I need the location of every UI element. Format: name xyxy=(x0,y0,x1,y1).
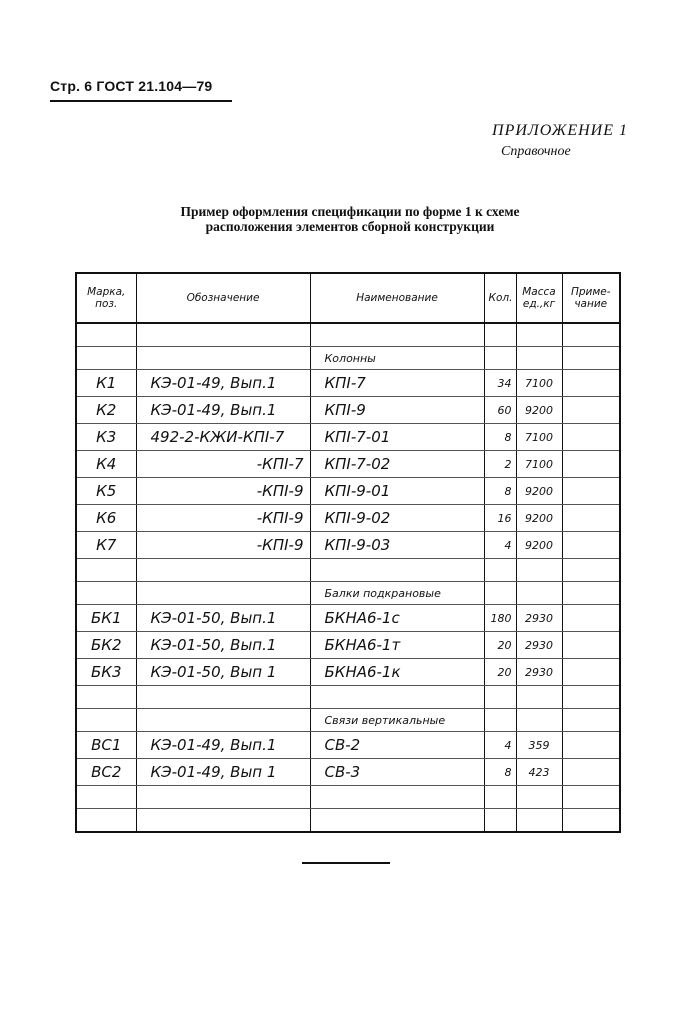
cell-mark: БК3 xyxy=(76,659,136,686)
cell-note xyxy=(562,532,620,559)
cell-designation: КЭ-01-49, Вып 1 xyxy=(136,759,310,786)
cell-qty: 60 xyxy=(484,397,516,424)
table-row xyxy=(76,397,620,424)
cell-mass xyxy=(516,323,562,347)
cell-mass xyxy=(516,582,562,605)
cell-name xyxy=(310,809,484,833)
cell-mark: БК2 xyxy=(76,632,136,659)
blank-row xyxy=(76,686,620,709)
cell-note xyxy=(562,659,620,686)
cell-designation xyxy=(136,709,310,732)
cell-mass: 9200 xyxy=(516,478,562,505)
table-row xyxy=(76,505,620,532)
cell-designation xyxy=(136,809,310,833)
blank-row xyxy=(76,786,620,809)
blank-row xyxy=(76,323,620,347)
cell-mark: К6 xyxy=(76,505,136,532)
cell-mass xyxy=(516,347,562,370)
cell-mass: 7100 xyxy=(516,370,562,397)
cell-qty: 20 xyxy=(484,632,516,659)
cell-note xyxy=(562,709,620,732)
cell-designation xyxy=(136,347,310,370)
group-row xyxy=(76,709,620,732)
cell-mass: 2930 xyxy=(516,632,562,659)
cell-note xyxy=(562,686,620,709)
cell-qty: 8 xyxy=(484,759,516,786)
cell-name: КПI-9-01 xyxy=(310,478,484,505)
cell-designation: -КПI-9 xyxy=(136,532,310,559)
cell-mark xyxy=(76,323,136,347)
cell-mass: 2930 xyxy=(516,659,562,686)
cell-name: КПI-7-02 xyxy=(310,451,484,478)
cell-note xyxy=(562,759,620,786)
table-row xyxy=(76,759,620,786)
table-row xyxy=(76,732,620,759)
cell-qty xyxy=(484,347,516,370)
cell-mass: 7100 xyxy=(516,451,562,478)
table-row xyxy=(76,659,620,686)
cell-qty: 34 xyxy=(484,370,516,397)
cell-name: СВ-2 xyxy=(310,732,484,759)
cell-designation: КЭ-01-49, Вып.1 xyxy=(136,397,310,424)
cell-name: БКНА6-1с xyxy=(310,605,484,632)
cell-name: БКНА6-1к xyxy=(310,659,484,686)
cell-mark: К1 xyxy=(76,370,136,397)
table-row xyxy=(76,370,620,397)
cell-note xyxy=(562,786,620,809)
cell-designation: КЭ-01-50, Вып 1 xyxy=(136,659,310,686)
cell-mark xyxy=(76,582,136,605)
table-row xyxy=(76,478,620,505)
cell-note xyxy=(562,505,620,532)
table-header-row xyxy=(76,273,620,323)
cell-note xyxy=(562,370,620,397)
cell-qty: 20 xyxy=(484,659,516,686)
blank-row xyxy=(76,809,620,833)
cell-designation xyxy=(136,323,310,347)
group-row xyxy=(76,582,620,605)
cell-note xyxy=(562,424,620,451)
table-row xyxy=(76,532,620,559)
cell-mass xyxy=(516,559,562,582)
cell-mark: БК1 xyxy=(76,605,136,632)
cell-qty xyxy=(484,686,516,709)
cell-qty xyxy=(484,323,516,347)
cell-qty xyxy=(484,582,516,605)
specification-table xyxy=(75,272,621,833)
cell-mass xyxy=(516,786,562,809)
cell-mass: 423 xyxy=(516,759,562,786)
cell-designation: -КПI-9 xyxy=(136,478,310,505)
cell-designation: КЭ-01-49, Вып.1 xyxy=(136,732,310,759)
cell-name: КПI-9-03 xyxy=(310,532,484,559)
blank-row xyxy=(76,559,620,582)
header-rule xyxy=(50,100,232,102)
cell-note xyxy=(562,559,620,582)
cell-note xyxy=(562,582,620,605)
cell-mark: К2 xyxy=(76,397,136,424)
table-row xyxy=(76,632,620,659)
cell-qty: 8 xyxy=(484,424,516,451)
cell-qty: 16 xyxy=(484,505,516,532)
appendix-title: ПРИЛОЖЕНИЕ 1 xyxy=(492,122,628,139)
cell-mark: К7 xyxy=(76,532,136,559)
cell-note xyxy=(562,809,620,833)
cell-name: КПI-9-02 xyxy=(310,505,484,532)
cell-qty xyxy=(484,559,516,582)
table-body xyxy=(76,323,620,832)
cell-qty: 8 xyxy=(484,478,516,505)
cell-designation: КЭ-01-50, Вып.1 xyxy=(136,605,310,632)
cell-mass xyxy=(516,686,562,709)
cell-qty xyxy=(484,709,516,732)
cell-mass: 2930 xyxy=(516,605,562,632)
cell-note xyxy=(562,632,620,659)
document-title-line2: расположения элементов сборной конструкции xyxy=(205,219,495,234)
cell-note xyxy=(562,397,620,424)
cell-designation xyxy=(136,582,310,605)
cell-mass xyxy=(516,809,562,833)
footer-rule xyxy=(302,862,390,864)
cell-mark xyxy=(76,347,136,370)
cell-mark: К3 xyxy=(76,424,136,451)
cell-qty xyxy=(484,786,516,809)
cell-name: Балки подкрановые xyxy=(310,582,484,605)
cell-designation xyxy=(136,559,310,582)
cell-qty xyxy=(484,809,516,833)
cell-mark: ВС1 xyxy=(76,732,136,759)
document-title xyxy=(0,204,700,234)
cell-designation xyxy=(136,686,310,709)
header-designation: Обозначение xyxy=(136,273,310,323)
cell-designation xyxy=(136,786,310,809)
cell-note xyxy=(562,732,620,759)
cell-name: БКНА6-1т xyxy=(310,632,484,659)
table-row xyxy=(76,424,620,451)
cell-name: КПI-7 xyxy=(310,370,484,397)
cell-mark xyxy=(76,786,136,809)
cell-qty: 4 xyxy=(484,732,516,759)
header-qty: Кол. xyxy=(484,273,516,323)
cell-mark: К5 xyxy=(76,478,136,505)
header-name: Наименование xyxy=(310,273,484,323)
cell-qty: 2 xyxy=(484,451,516,478)
cell-name: Колонны xyxy=(310,347,484,370)
cell-note xyxy=(562,478,620,505)
header-mass: Масса ед.,кг xyxy=(516,273,562,323)
cell-mark: К4 xyxy=(76,451,136,478)
cell-mass: 9200 xyxy=(516,397,562,424)
table-row xyxy=(76,605,620,632)
header-note: Приме- чание xyxy=(562,273,620,323)
cell-mark xyxy=(76,686,136,709)
cell-name: КПI-9 xyxy=(310,397,484,424)
cell-qty: 180 xyxy=(484,605,516,632)
cell-designation: -КПI-7 xyxy=(136,451,310,478)
cell-mass: 359 xyxy=(516,732,562,759)
cell-mark xyxy=(76,809,136,833)
cell-mass: 9200 xyxy=(516,532,562,559)
group-row xyxy=(76,347,620,370)
cell-name: Связи вертикальные xyxy=(310,709,484,732)
table-row xyxy=(76,451,620,478)
cell-mass: 9200 xyxy=(516,505,562,532)
cell-mark: ВС2 xyxy=(76,759,136,786)
cell-name: КПI-7-01 xyxy=(310,424,484,451)
cell-designation: КЭ-01-50, Вып.1 xyxy=(136,632,310,659)
cell-name xyxy=(310,786,484,809)
appendix-subtitle: Справочное xyxy=(501,144,571,159)
cell-mass xyxy=(516,709,562,732)
cell-note xyxy=(562,323,620,347)
cell-note xyxy=(562,605,620,632)
cell-mark xyxy=(76,709,136,732)
cell-qty: 4 xyxy=(484,532,516,559)
cell-note xyxy=(562,451,620,478)
document-title-line1: Пример оформления спецификации по форме 1 к схеме xyxy=(180,204,520,219)
cell-mass: 7100 xyxy=(516,424,562,451)
cell-name xyxy=(310,323,484,347)
cell-designation: 492-2-КЖИ-КПI-7 xyxy=(136,424,310,451)
cell-name: СВ-3 xyxy=(310,759,484,786)
cell-note xyxy=(562,347,620,370)
page-reference: Стр. 6 ГОСТ 21.104—79 xyxy=(50,78,213,94)
cell-mark xyxy=(76,559,136,582)
cell-designation: КЭ-01-49, Вып.1 xyxy=(136,370,310,397)
header-mark: Марка, поз. xyxy=(76,273,136,323)
cell-designation: -КПI-9 xyxy=(136,505,310,532)
cell-name xyxy=(310,686,484,709)
cell-name xyxy=(310,559,484,582)
